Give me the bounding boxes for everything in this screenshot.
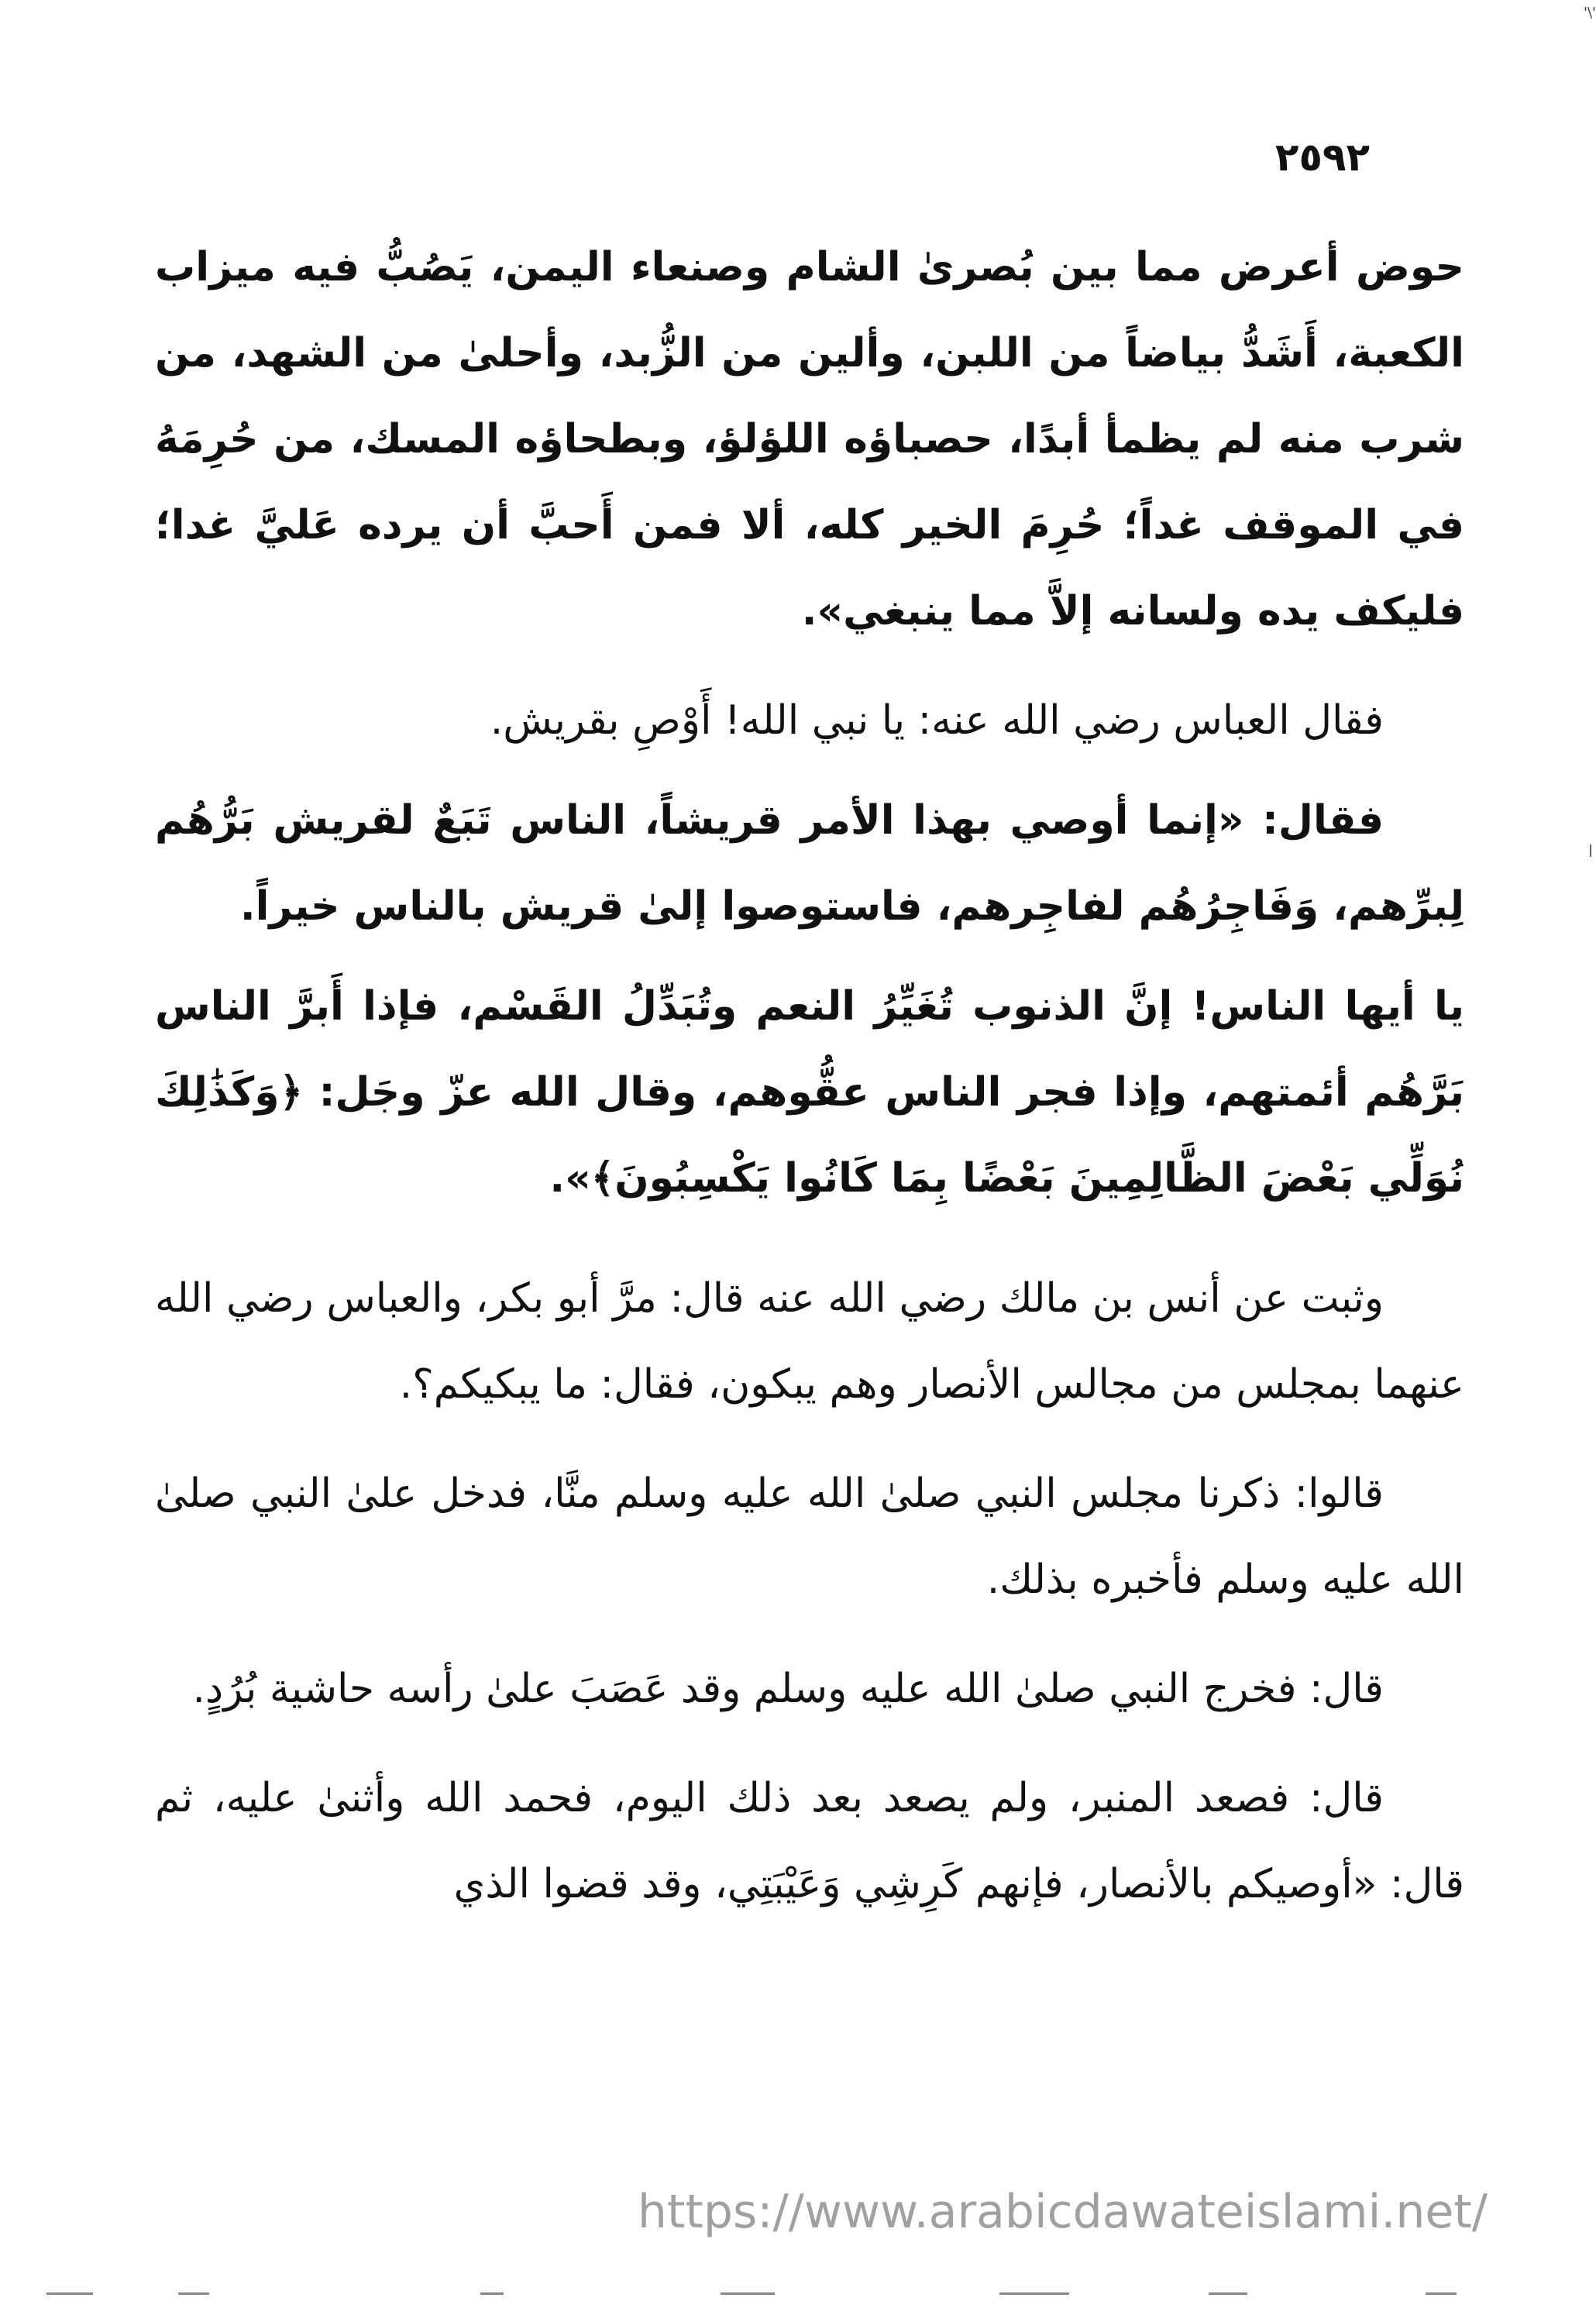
scan-edge-mark: '\' <box>1584 5 1596 21</box>
paragraph-1: حوض أعرض مما بين بُصرىٰ الشام وصنعاء اليمن، يَصُبُّ فيه ميزاب الكعبة، أَشَدُّ بياضاً من اللبن، وألين من الزُّبد، وأحلىٰ من الشهد، من شرب منه لم يظمأ أبدًا، حصباؤه اللؤلؤ، وبطحاؤه المسك، من حُرِمَهُ في الموقف غداً؛ حُرِمَ الخير كله، ألا فمن أَحبَّ أن يرده عَليَّ غدا؛ فليكف يده ولسانه إلاَّ مما ينبغي». <box>155 244 1464 635</box>
page-number: ٢٥٩٢ <box>1274 135 1370 180</box>
paragraph-7: قال: فخرج النبي صلىٰ الله عليه وسلم وقد عَصَبَ علىٰ رأسه حاشية بُرُدٍ. <box>192 1666 1384 1712</box>
quran-after: ». <box>549 1155 591 1202</box>
scan-bottom-edge <box>0 2289 1596 2301</box>
paragraph-8: قال: فصعد المنبر، ولم يصعد بعد ذلك اليوم، فحمد الله وأثنىٰ عليه، ثم قال: «أوصيكم بالأنصار، فإنهم كَرِشِي وَعَيْبَتِي، وقد قضوا الذي <box>155 1775 1464 1907</box>
quran-verse: ﴿وَكَذَٰلِكَ نُوَلِّي بَعْضَ الظَّالِمِينَ بَعْضًا بِمَا كَانُوا يَكْسِبُونَ﴾ <box>155 1069 1464 1202</box>
watermark-url: https://www.arabicdawateislami.net/ <box>637 2185 1488 2239</box>
paragraph-3: فقال: «إنما أوصي بهذا الأمر قريشاً، الناس تَبَعٌ لقريش بَرُّهُم لِبرِّهم، وَفَاجِرُهُم لفاجِرهم، فاستوصوا إلىٰ قريش بالناس خيراً. <box>155 797 1464 930</box>
paragraph-4 <box>155 964 1464 1222</box>
paragraph-4-text: يا أيها الناس! إنَّ الذنوب تُغَيِّرُ النعم وتُبَدِّلُ القَسْم، فإذا أَبرَّ الناس بَرَّهُم أئمتهم، وإذا فجر الناس عقُّوهم، وقال الله عزّ وجَل: <box>155 983 1464 1116</box>
paragraph-2: فقال العباس رضي الله عنه: يا نبي الله! أَوْصِ بقريش. <box>490 697 1384 744</box>
paragraph-6: قالوا: ذكرنا مجلس النبي صلىٰ الله عليه وسلم منَّا، فدخل علىٰ النبي صلىٰ الله عليه وسلم فأخبره بذلك. <box>155 1470 1464 1603</box>
scan-edge-tick <box>1590 844 1591 857</box>
body-text <box>155 225 1464 1928</box>
paragraph-5: وثبت عن أنس بن مالك رضي الله عنه قال: مرَّ أبو بكر، والعباس رضي الله عنهما بمجلس من مجالس الأنصار وهم يبكون، فقال: ما يبكيكم؟. <box>155 1275 1464 1408</box>
